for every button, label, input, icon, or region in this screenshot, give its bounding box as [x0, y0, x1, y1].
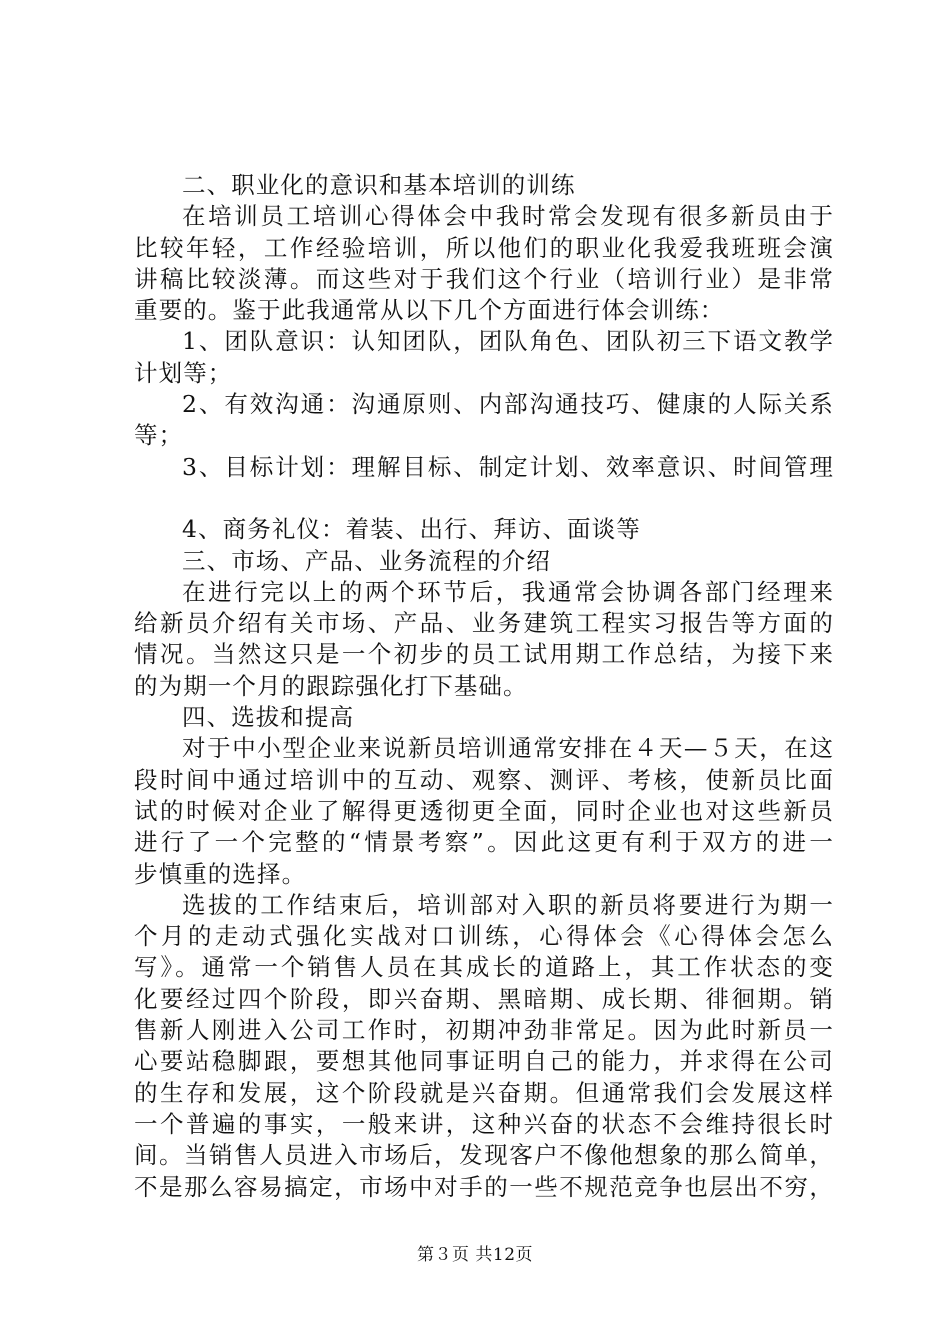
text-line: 给新员介绍有关市场、产品、业务建筑工程实习报告等方面的 [134, 609, 834, 638]
text-line: 在培训员工培训心得体会中我时常会发现有很多新员由于 [182, 202, 834, 231]
text-line: 售新人刚进入公司工作时，初期冲劲非常足。因为此时新员一 [134, 1016, 834, 1045]
text-line: 等； [134, 421, 184, 450]
text-line: 个月的走动式强化实战对口训练，心得体会《心得体会怎么 [134, 922, 834, 951]
text-line: 四、选拔和提高 [182, 703, 355, 732]
text-line: 进行了一个完整的“情景考察”。因此这更有利于双方的进一 [134, 828, 834, 857]
text-line: 4、商务礼仪：着装、出行、拜访、面谈等 [182, 515, 641, 544]
text-line: 段时间中通过培训中的互动、观察、测评、考核，使新员比面 [134, 765, 834, 794]
text-line: 的生存和发展，这个阶段就是兴奋期。但通常我们会发展这样 [134, 1078, 834, 1107]
blank-line [134, 483, 834, 514]
document-body [134, 170, 834, 1203]
text-line: 写》。通常一个销售人员在其成长的道路上，其工作状态的变 [134, 953, 834, 982]
text-line: 不是那么容易搞定，市场中对手的一些不规范竞争也层出不穷， [134, 1172, 834, 1201]
text-line: 的为期一个月的跟踪强化打下基础。 [134, 671, 528, 700]
text-line: 一个普遍的事实，一般来讲，这种兴奋的状态不会维持很长时 [134, 1109, 834, 1138]
text-line: 步慎重的选择。 [134, 859, 307, 888]
text-line: 重要的。鉴于此我通常从以下几个方面进行体会训练： [134, 296, 725, 325]
text-line: 在进行完以上的两个环节后，我通常会协调各部门经理来 [182, 577, 834, 606]
text-line: 计划等； [134, 358, 233, 387]
text-line: 情况。当然这只是一个初步的员工试用期工作总结，为接下来 [134, 640, 834, 669]
text-line: 3、目标计划：理解目标、制定计划、效率意识、时间管理 [182, 452, 834, 481]
text-line: 试的时候对企业了解得更透彻更全面，同时企业也对这些新员 [134, 796, 834, 825]
text-line: 讲稿比较淡薄。而这些对于我们这个行业（培训行业）是非常 [134, 264, 834, 293]
text-line: 2、有效沟通：沟通原则、内部沟通技巧、健康的人际关系 [182, 390, 834, 419]
text-line: 心要站稳脚跟，要想其他同事证明自己的能力，并求得在公司 [134, 1047, 834, 1076]
text-line: 三、市场、产品、业务流程的介绍 [182, 546, 551, 575]
page-footer: 第３页 共12页 [416, 1245, 534, 1265]
text-line: 选拔的工作结束后，培训部对入职的新员将要进行为期一 [182, 890, 834, 919]
text-line: 间。当销售人员进入市场后，发现客户不像他想象的那么简单， [134, 1141, 834, 1170]
text-line: 1、团队意识：认知团队，团队角色、团队初三下语文教学 [182, 327, 834, 356]
text-line: 对于中小型企业来说新员培训通常安排在４天—５天，在这 [182, 734, 834, 763]
text-line: 化要经过四个阶段，即兴奋期、黑暗期、成长期、徘徊期。销 [134, 984, 834, 1013]
text-line: 二、职业化的意识和基本培训的训练 [182, 171, 576, 199]
text-line: 比较年轻，工作经验培训，所以他们的职业化我爱我班班会演 [134, 233, 834, 262]
